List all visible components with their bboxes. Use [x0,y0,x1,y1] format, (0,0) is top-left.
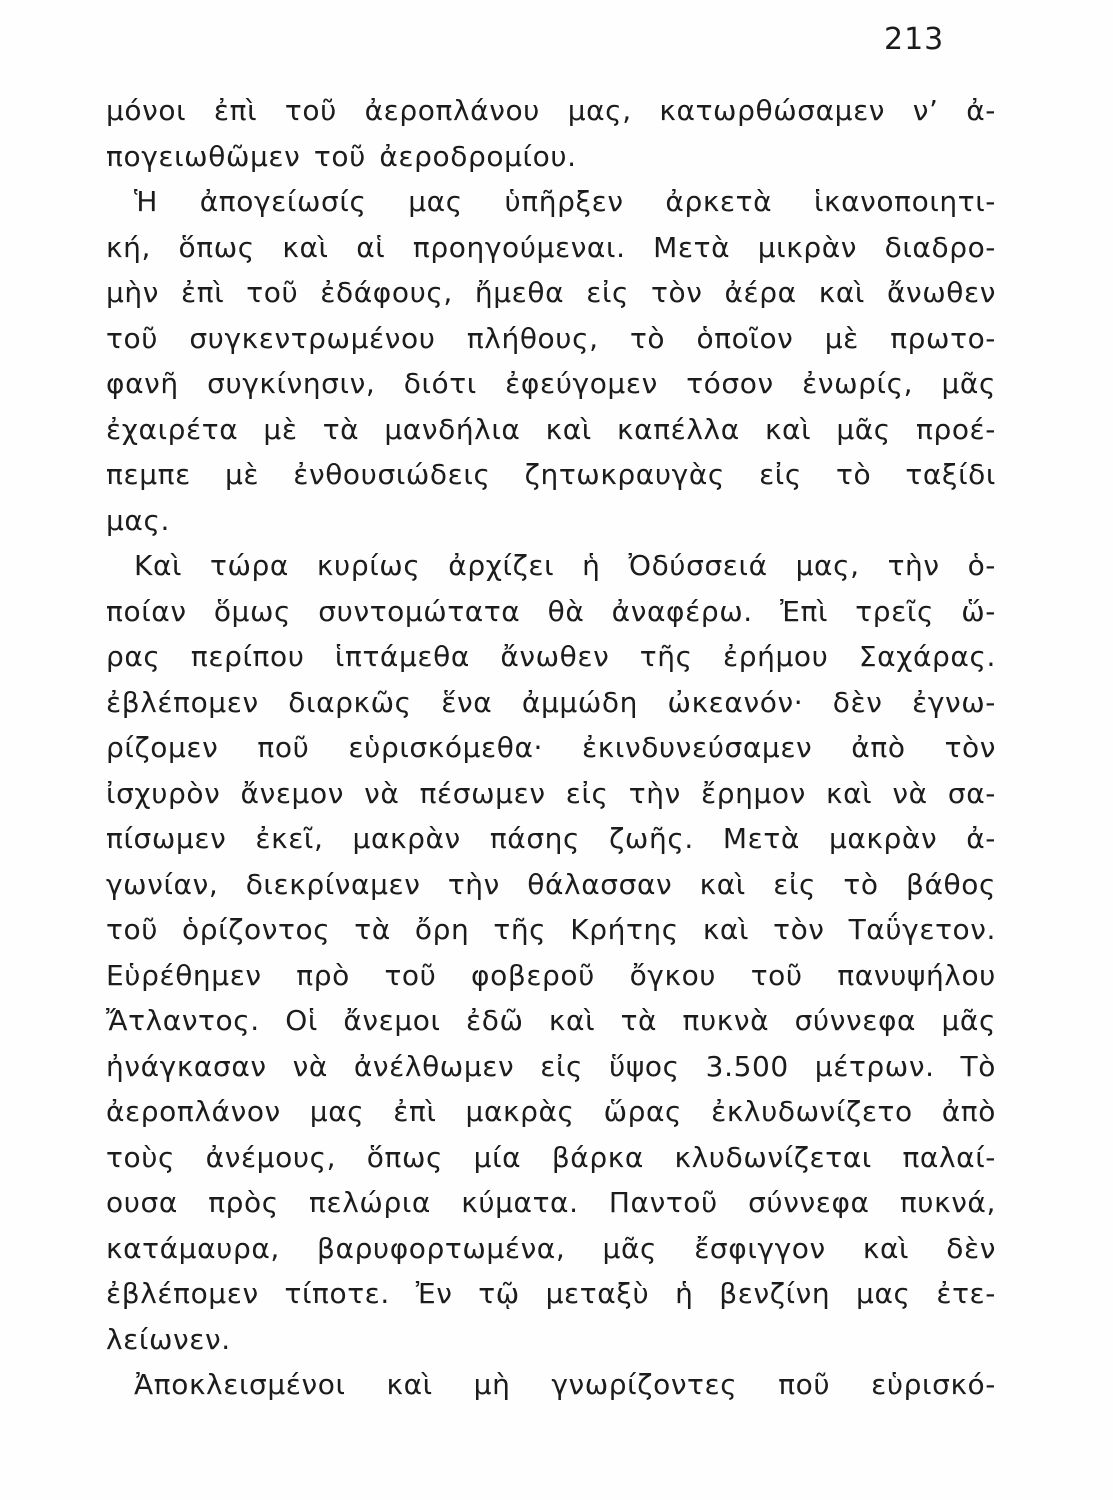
text-line: ουσα πρὸς πελώρια κύματα. Παντοῦ σύννεφα πυκνά, [106,1186,996,1219]
text-line: πίσωμεν ἐκεῖ, μακρὰν πάσης ζωῆς. Μετὰ μακρὰν ἀ- [106,822,996,855]
text-line: ἐχαιρέτα μὲ τὰ μανδήλια καὶ καπέλλα καὶ μᾶς προέ- [106,412,996,446]
text-line: ἐβλέπομεν τίποτε. Ἐν τῷ μεταξὺ ἡ βενζίνη μας ἐτε- [106,1277,996,1310]
text-line: ρας περίπου ἱπτάμεθα ἄνωθεν τῆς ἐρήμου Σαχάρας. [106,640,996,673]
text-line: κατάμαυρα, βαρυφορτωμένα, μᾶς ἔσφιγγον καὶ δὲν [106,1231,996,1265]
text-line: λείωνεν. [106,1322,231,1356]
text-line: κή, ὅπως καὶ αἱ προηγούμεναι. Μετὰ μικρὰν διαδρο- [106,230,996,264]
page-number: 213 [884,22,945,57]
text-line: πογειωθῶμεν τοῦ ἀεροδρομίου. [106,139,577,173]
text-line: ἀεροπλάνον μας ἐπὶ μακρὰς ὥρας ἐκλυδωνίζετο ἀπὸ [106,1095,996,1128]
text-line: φανῆ συγκίνησιν, διότι ἐφεύγομεν τόσον ἐνωρίς, μᾶς [106,367,996,400]
text-line: Ἄτλαντος. Οἱ ἄνεμοι ἐδῶ καὶ τὰ πυκνὰ σύννεφα μᾶς [106,1004,996,1037]
text-line: ρίζομεν ποῦ εὑρισκόμεθα· ἐκινδυνεύσαμεν ἀπὸ τὸν [106,731,996,764]
text-line: ἰσχυρὸν ἄνεμον νὰ πέσωμεν εἰς τὴν ἔρημον καὶ νὰ σα- [106,776,996,810]
text-line: ποίαν ὅμως συντομώτατα θὰ ἀναφέρω. Ἐπὶ τρεῖς ὥ- [106,594,996,628]
text-line: πεμπε μὲ ἐνθουσιώδεις ζητωκραυγὰς εἰς τὸ ταξίδι [106,458,996,491]
text-line: Ἡ ἀπογείωσίς μας ὑπῆρξεν ἀρκετὰ ἱκανοποιητι- [134,185,996,218]
text-line: τοῦ ὁρίζοντος τὰ ὄρη τῆς Κρήτης καὶ τὸν Ταΰγετον. [106,913,996,946]
text-line: μὴν ἐπὶ τοῦ ἐδάφους, ἤμεθα εἰς τὸν ἀέρα καὶ ἄνωθεν [106,276,996,309]
text-line: μόνοι ἐπὶ τοῦ ἀεροπλάνου μας, κατωρθώσαμεν ν’ ἀ- [106,94,996,127]
text-line: μας. [106,503,171,537]
text-line: γωνίαν, διεκρίναμεν τὴν θάλασσαν καὶ εἰς τὸ βάθος [106,867,996,901]
text-line: Εὑρέθημεν πρὸ τοῦ φοβεροῦ ὄγκου τοῦ πανυψήλου [106,958,996,992]
text-line: τοῦ συγκεντρωμένου πλήθους, τὸ ὁποῖον μὲ πρωτο- [106,321,996,355]
text-line: ἠνάγκασαν νὰ ἀνέλθωμεν εἰς ὕψος 3.500 μέτρων. Τὸ [106,1049,996,1083]
text-line: Καὶ τώρα κυρίως ἀρχίζει ἡ Ὀδύσσειά μας, τὴν ὁ- [134,549,996,582]
text-line: Ἀποκλεισμένοι καὶ μὴ γνωρίζοντες ποῦ εὑρισκό- [134,1368,996,1401]
text-line: τοὺς ἀνέμους, ὅπως μία βάρκα κλυδωνίζεται παλαί- [106,1140,996,1174]
body-text [106,88,996,1408]
text-line: ἐβλέπομεν διαρκῶς ἕνα ἀμμώδη ὠκεανόν· δὲν ἐγνω- [106,685,996,719]
